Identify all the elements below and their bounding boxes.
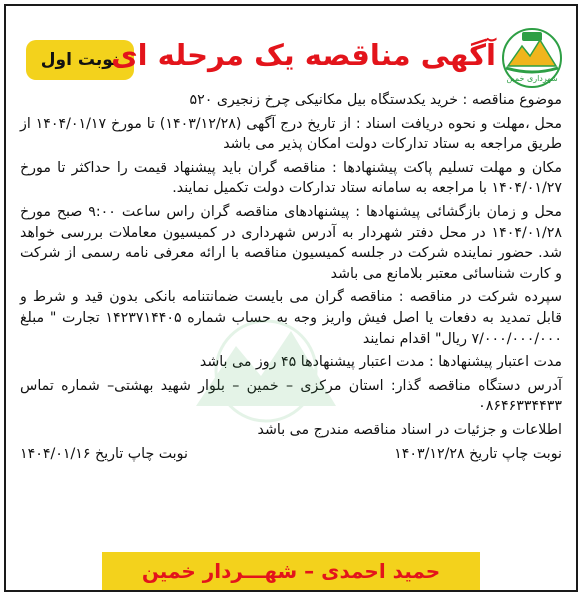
round-badge: نوبت اول (26, 40, 134, 80)
publish-second-date: نوبت چاپ تاریخ ۱۴۰۴/۰۱/۱۶ (20, 445, 188, 462)
validity-paragraph: مدت اعتبار پیشنهادها : مدت اعتبار پیشنهادها ۴۵ روز می باشد (199, 354, 562, 371)
notice-body (20, 90, 562, 548)
opening-paragraph: محل و زمان بازگشائی پیشنهادها : پیشنهادهای مناقصه گران راس ساعت ۹:۰۰ صبح مورخ ۱۴۰۴/۰۱/۲۸ در محل دفتر شهردار به آدرس شهرداری در کمیسیون معاملات بررسی خواهد شد. حضور نماینده شرکت در جلسه کمیسیون مناقصه با ارائه معرفی نامه رسمی از شرکت و کارت شناسائی معتبر بلامانع می باشد (20, 203, 563, 282)
submission-paragraph: مکان و مهلت تسلیم پاکت پیشنهادها : مناقصه گران باید پیشنهاد قیمت را حداکثر تا مورخ ۱۴۰۴/۰۱/۲۷ با مراجعه به سامانه ستاد تدارکات دولت تکمیل نمایند. (20, 159, 562, 197)
documents-paragraph: محل ،مهلت و نحوه دریافت اسناد : از تاریخ درج آگهی (۱۴۰۳/۱۲/۲۸) تا مورخ ۱۴۰۴/۰۱/۱۷ از طریق مراجعه به ستاد تدارکات دولت امکان پذیر می باشد (20, 115, 562, 153)
signature-bar: حمید احمدی – شهـــردار خمین (102, 552, 480, 590)
notice-frame (4, 4, 578, 592)
subject-paragraph: موضوع مناقصه : خرید یکدستگاه بیل مکانیکی چرخ زنجیری ۵۲۰ (189, 92, 562, 108)
notice-title: آگهی مناقصه یک مرحله ای (111, 38, 496, 72)
address-paragraph: آدرس دستگاه مناقصه گذار: استان مرکزی – خمین – بلوار شهید بهشتی– شماره تماس ۰۸۶۴۶۳۳۴۴۳۳ (20, 377, 562, 415)
notice-header (6, 6, 576, 86)
details-paragraph: اطلاعات و جزئیات در اسناد مناقصه مندرج می باشد (257, 421, 562, 438)
municipality-logo-icon (496, 26, 568, 90)
deposit-paragraph: سپرده شرکت در مناقصه : مناقصه گران می بایست ضمانتنامه بانکی بدون قید و شرط و قابل تمدید به دفعات یا اصل فیش واریز وجه به حساب شماره ۱۴۲۳۷۱۴۴۰۵ تجارت " مبلغ ۷/۰۰۰/۰۰۰/۰۰۰ ریال" اقدام نمایند (20, 289, 563, 347)
logo-text: شهرداری خمین (506, 74, 558, 83)
publish-dates (20, 444, 562, 465)
publish-first-date: نوبت چاپ تاریخ ۱۴۰۳/۱۲/۲۸ (394, 445, 562, 462)
